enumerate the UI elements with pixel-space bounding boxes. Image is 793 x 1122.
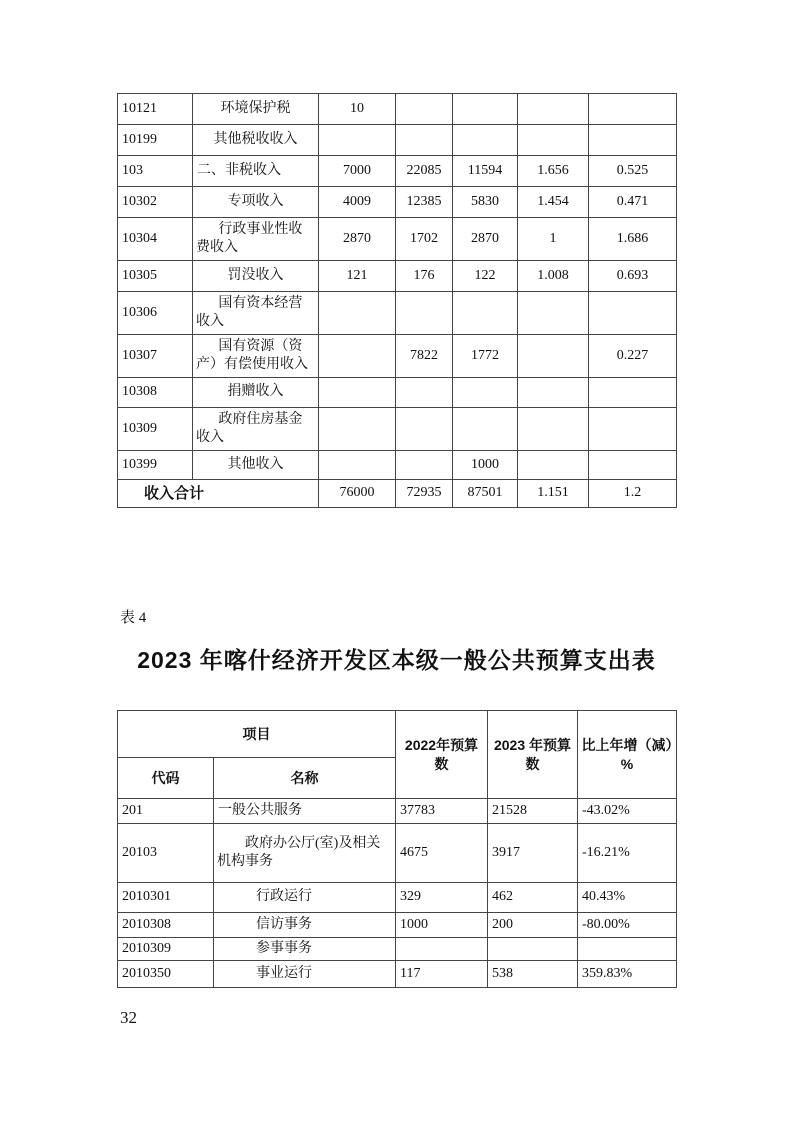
value-cell	[453, 94, 518, 125]
table-row	[118, 125, 677, 156]
value-cell: 1772	[453, 335, 518, 378]
value-cell: 87501	[453, 480, 518, 508]
name-cell: 专项收入	[193, 187, 319, 218]
value-cell: 40.43%	[578, 883, 677, 913]
header-name: 名称	[214, 758, 396, 799]
value-cell	[396, 451, 453, 480]
value-cell	[578, 938, 677, 961]
value-cell: 117	[396, 961, 488, 988]
name-cell: 事业运行	[214, 961, 396, 988]
code-cell: 2010308	[118, 913, 214, 938]
value-cell	[319, 408, 396, 451]
table-row	[118, 913, 677, 938]
name-cell: 其他收入	[193, 451, 319, 480]
value-cell: 1.454	[518, 187, 589, 218]
value-cell: 1.656	[518, 156, 589, 187]
name-cell: 二、非税收入	[193, 156, 319, 187]
header-change: 比上年增（减）%	[578, 711, 677, 799]
value-cell	[396, 938, 488, 961]
value-cell	[518, 378, 589, 408]
table-row	[118, 451, 677, 480]
value-cell: 359.83%	[578, 961, 677, 988]
value-cell	[488, 938, 578, 961]
value-cell: 329	[396, 883, 488, 913]
header-row	[118, 711, 677, 758]
code-cell: 10399	[118, 451, 193, 480]
table-row	[118, 799, 677, 824]
value-cell: 1000	[453, 451, 518, 480]
code-cell: 10199	[118, 125, 193, 156]
value-cell	[589, 408, 677, 451]
value-cell: 1	[518, 218, 589, 261]
value-cell: -43.02%	[578, 799, 677, 824]
table-row	[118, 218, 677, 261]
value-cell: 1.2	[589, 480, 677, 508]
name-cell: 国有资源（资产）有偿使用收入	[193, 335, 319, 378]
value-cell: 0.471	[589, 187, 677, 218]
name-cell: 罚没收入	[193, 261, 319, 292]
code-cell: 10302	[118, 187, 193, 218]
value-cell: 122	[453, 261, 518, 292]
table-row	[118, 378, 677, 408]
code-cell: 2010350	[118, 961, 214, 988]
value-cell	[518, 408, 589, 451]
value-cell: 0.227	[589, 335, 677, 378]
value-cell	[518, 292, 589, 335]
header-project: 项目	[118, 711, 396, 758]
revenue-table	[117, 93, 677, 508]
table-row	[118, 824, 677, 883]
code-cell: 10305	[118, 261, 193, 292]
table-row	[118, 292, 677, 335]
value-cell	[589, 292, 677, 335]
expenditure-table	[117, 710, 677, 988]
value-cell	[518, 94, 589, 125]
value-cell	[453, 125, 518, 156]
value-cell	[589, 451, 677, 480]
value-cell: 121	[319, 261, 396, 292]
name-cell: 行政运行	[214, 883, 396, 913]
name-cell: 政府住房基金收入	[193, 408, 319, 451]
table4-label: 表 4	[120, 610, 147, 626]
code-cell: 10309	[118, 408, 193, 451]
value-cell	[396, 408, 453, 451]
value-cell	[396, 94, 453, 125]
value-cell: 12385	[396, 187, 453, 218]
name-cell: 一般公共服务	[214, 799, 396, 824]
name-cell: 行政事业性收费收入	[193, 218, 319, 261]
value-cell: 7822	[396, 335, 453, 378]
table-row	[118, 335, 677, 378]
value-cell: 1.008	[518, 261, 589, 292]
value-cell: 0.693	[589, 261, 677, 292]
name-cell: 其他税收收入	[193, 125, 319, 156]
code-cell: 10304	[118, 218, 193, 261]
value-cell: 10	[319, 94, 396, 125]
code-cell: 20103	[118, 824, 214, 883]
value-cell: 4675	[396, 824, 488, 883]
name-cell: 捐赠收入	[193, 378, 319, 408]
page-number: 32	[120, 1008, 137, 1027]
value-cell: 7000	[319, 156, 396, 187]
value-cell: -80.00%	[578, 913, 677, 938]
name-cell: 国有资本经营收入	[193, 292, 319, 335]
value-cell	[319, 378, 396, 408]
value-cell: 37783	[396, 799, 488, 824]
table-row	[118, 883, 677, 913]
value-cell: 176	[396, 261, 453, 292]
value-cell	[319, 125, 396, 156]
value-cell: 2870	[319, 218, 396, 261]
table-row	[118, 261, 677, 292]
table4-title: 2023 年喀什经济开发区本级一般公共预算支出表	[137, 647, 656, 673]
code-cell: 10307	[118, 335, 193, 378]
value-cell	[518, 125, 589, 156]
table-row	[118, 408, 677, 451]
value-cell	[319, 451, 396, 480]
table-row	[118, 938, 677, 961]
value-cell	[453, 378, 518, 408]
value-cell: 5830	[453, 187, 518, 218]
value-cell: 1.686	[589, 218, 677, 261]
value-cell: 2870	[453, 218, 518, 261]
value-cell	[453, 408, 518, 451]
value-cell: 0.525	[589, 156, 677, 187]
value-cell	[319, 292, 396, 335]
value-cell: 200	[488, 913, 578, 938]
value-cell	[396, 125, 453, 156]
code-cell: 103	[118, 156, 193, 187]
value-cell	[319, 335, 396, 378]
value-cell: 21528	[488, 799, 578, 824]
value-cell	[396, 378, 453, 408]
name-cell: 政府办公厅(室)及相关机构事务	[214, 824, 396, 883]
code-cell: 10306	[118, 292, 193, 335]
value-cell	[396, 292, 453, 335]
total-row	[118, 480, 677, 508]
code-cell: 10308	[118, 378, 193, 408]
value-cell	[518, 451, 589, 480]
value-cell: 1.151	[518, 480, 589, 508]
value-cell: 1702	[396, 218, 453, 261]
header-2023: 2023 年预算数	[488, 711, 578, 799]
value-cell	[589, 94, 677, 125]
total-label: 收入合计	[118, 480, 319, 508]
table-row	[118, 94, 677, 125]
value-cell	[589, 125, 677, 156]
table-row	[118, 156, 677, 187]
code-cell: 201	[118, 799, 214, 824]
value-cell: 11594	[453, 156, 518, 187]
value-cell: 72935	[396, 480, 453, 508]
header-code: 代码	[118, 758, 214, 799]
value-cell: 4009	[319, 187, 396, 218]
value-cell: 76000	[319, 480, 396, 508]
header-2022: 2022年预算数	[396, 711, 488, 799]
value-cell: 538	[488, 961, 578, 988]
table-row	[118, 961, 677, 988]
value-cell: -16.21%	[578, 824, 677, 883]
table-row	[118, 187, 677, 218]
value-cell	[453, 292, 518, 335]
value-cell	[518, 335, 589, 378]
value-cell: 3917	[488, 824, 578, 883]
name-cell: 参事事务	[214, 938, 396, 961]
value-cell: 22085	[396, 156, 453, 187]
name-cell: 环境保护税	[193, 94, 319, 125]
code-cell: 10121	[118, 94, 193, 125]
name-cell: 信访事务	[214, 913, 396, 938]
value-cell	[589, 378, 677, 408]
code-cell: 2010309	[118, 938, 214, 961]
value-cell: 1000	[396, 913, 488, 938]
code-cell: 2010301	[118, 883, 214, 913]
value-cell: 462	[488, 883, 578, 913]
